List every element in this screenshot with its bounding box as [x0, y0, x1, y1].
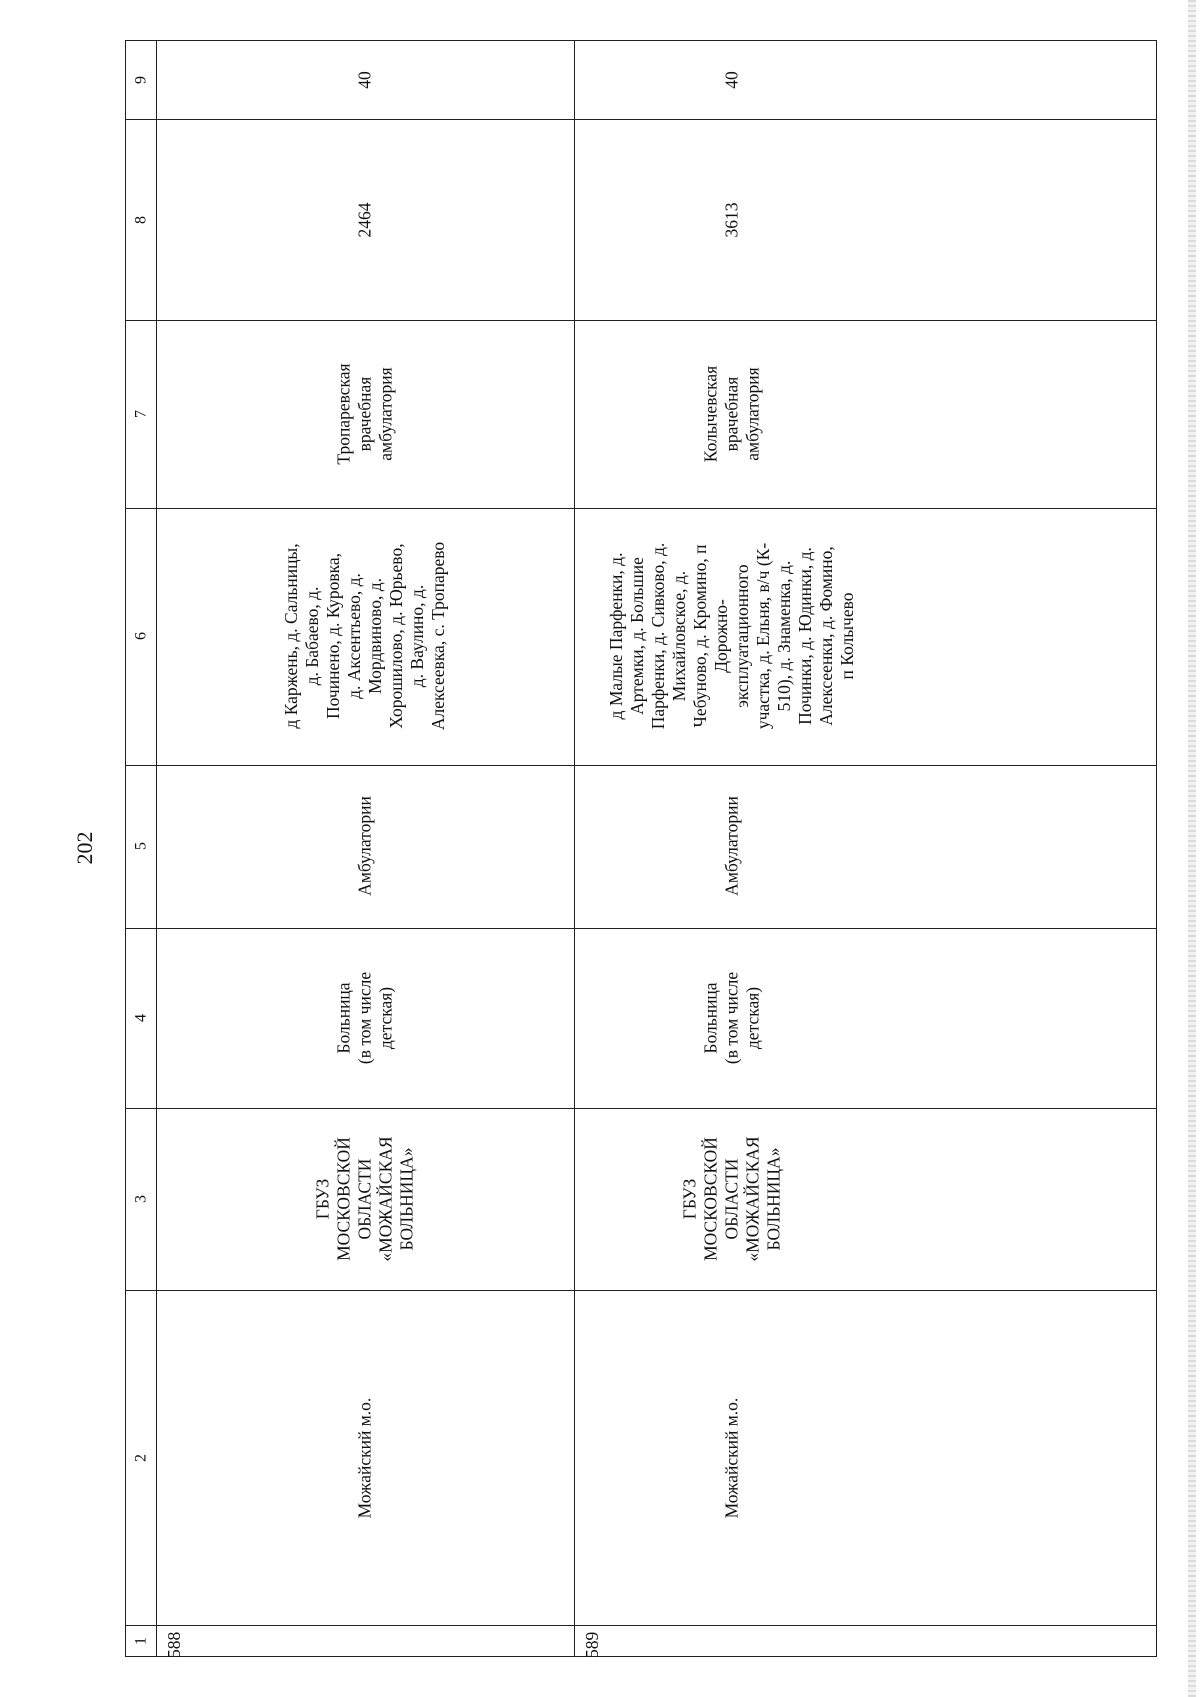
district: Можайский м.о.: [721, 1397, 742, 1519]
facility-type: Больница (в том числе детская): [333, 971, 396, 1065]
localities: д Каржень, д. Сальницы, д. Бабаево, д. Починено, д. Куровка, д. Аксентьево, д. Мордвиново, д. Хорошилово, д. Юрьево, д. Ваулино, д. Алексеевка, с. Тропарево: [281, 541, 448, 731]
column-header-3: 3: [132, 1195, 150, 1203]
column-divider: [125, 765, 1157, 766]
column-divider: [125, 508, 1157, 509]
header-row-divider: [156, 40, 157, 1657]
column-divider: [125, 1625, 1157, 1626]
column-divider: [125, 1108, 1157, 1109]
unit-name: Тропаревская врачебная амбулатория: [333, 363, 396, 465]
column-divider: [125, 928, 1157, 929]
column-header-5: 5: [132, 842, 150, 850]
row-divider: [574, 40, 575, 1657]
table-frame: [125, 40, 1157, 1657]
population: 2464: [354, 202, 375, 238]
organization: ГБУЗ МОСКОВСКОЙ ОБЛАСТИ «МОЖАЙСКАЯ БОЛЬНИЦА»: [679, 1136, 784, 1262]
value: 40: [354, 71, 375, 89]
category: Амбулатории: [721, 796, 742, 896]
page-number: 202: [72, 831, 97, 865]
row-number: 589: [582, 1631, 602, 1658]
category: Амбулатории: [354, 796, 375, 896]
column-header-9: 9: [132, 76, 150, 84]
district: Можайский м.о.: [354, 1397, 375, 1519]
column-header-8: 8: [132, 216, 150, 224]
organization: ГБУЗ МОСКОВСКОЙ ОБЛАСТИ «МОЖАЙСКАЯ БОЛЬНИЦА»: [312, 1136, 417, 1262]
column-header-1: 1: [132, 1637, 150, 1645]
unit-name: Колычевская врачебная амбулатория: [700, 365, 763, 463]
scan-edge: [1188, 0, 1196, 1697]
column-divider: [125, 119, 1157, 120]
column-header-6: 6: [132, 632, 150, 640]
column-header-4: 4: [132, 1014, 150, 1022]
value: 40: [721, 71, 742, 89]
row-number: 588: [164, 1631, 184, 1658]
column-header-7: 7: [132, 410, 150, 418]
column-divider: [125, 320, 1157, 321]
population: 3613: [721, 202, 742, 238]
facility-type: Больница (в том числе детская): [700, 971, 763, 1065]
localities: д Малые Парфенки, д. Артемки, д. Большие Парфенки, д. Сивково, д. Михайловское, д. Чебуново, д. Кромино, п Дорожно- эксплуатационного участка, д. Ельня, в/ч (К- 510), д. Знаменка, д. Починки, д. Юдинки, д. Алексеенки, д. Фомино, п Колычево: [606, 542, 857, 730]
column-divider: [125, 1290, 1157, 1291]
column-header-2: 2: [132, 1454, 150, 1462]
